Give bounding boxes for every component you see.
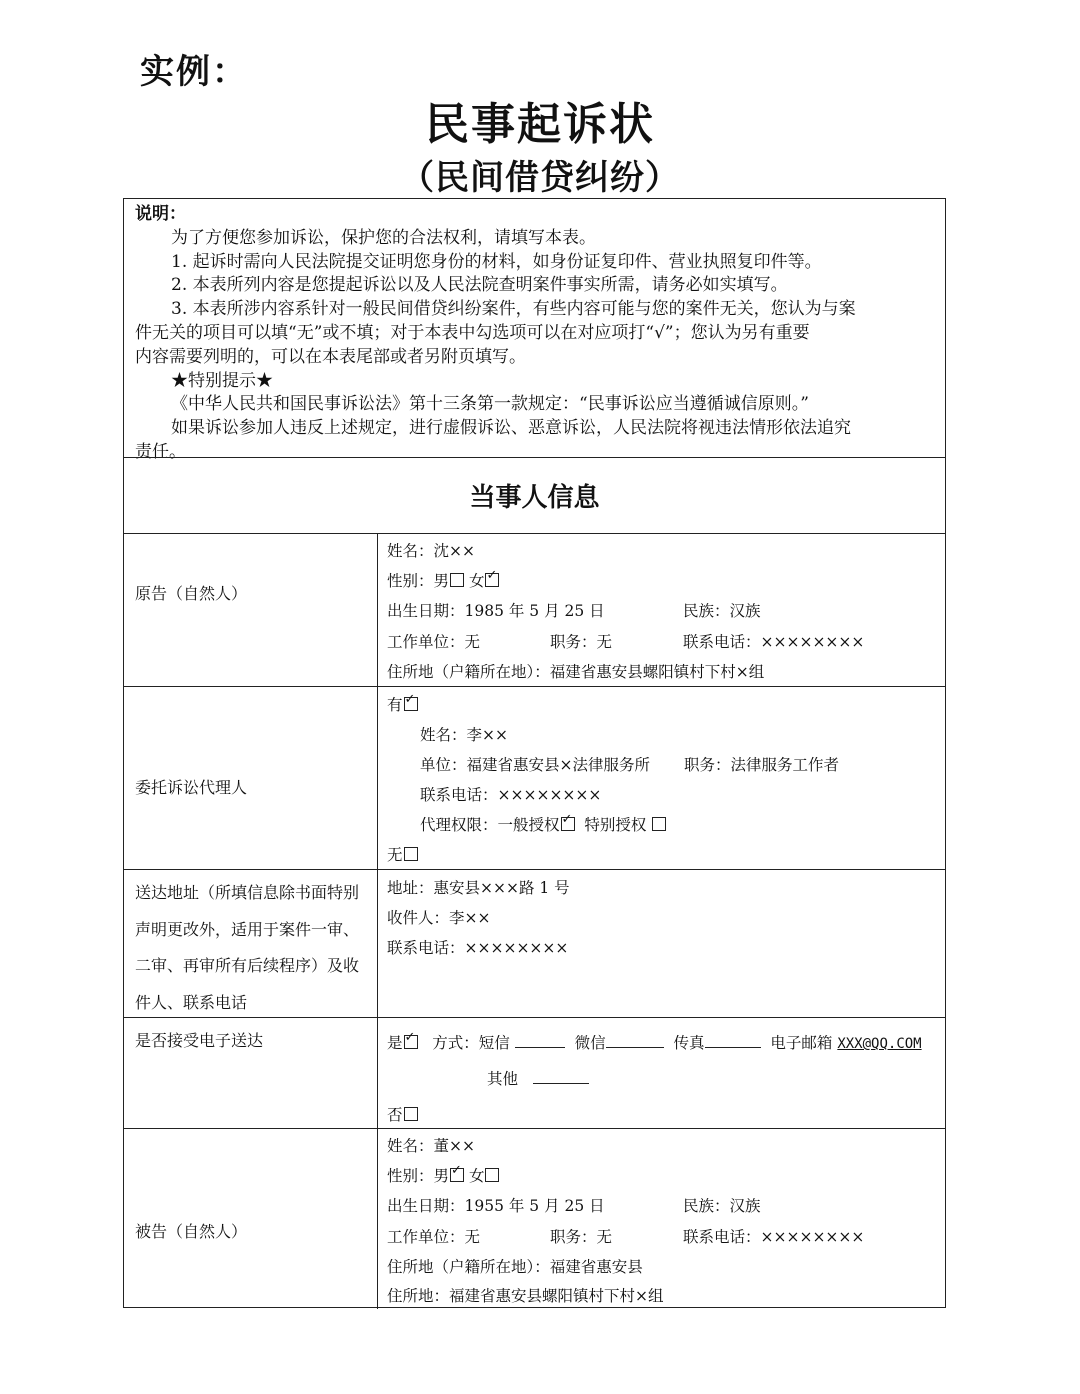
instructions-header: 说明： bbox=[135, 204, 186, 224]
defendant-employer: 工作单位：无 bbox=[387, 1228, 481, 1246]
wechat-blank[interactable] bbox=[606, 1033, 664, 1048]
service-address-info bbox=[387, 869, 937, 1017]
male-checkbox[interactable] bbox=[450, 573, 464, 587]
service-address: 地址：惠安县×××路 1 号 bbox=[387, 879, 570, 897]
defendant-domicile-registered: 住所地（户籍所在地）：福建省惠安县 bbox=[387, 1258, 643, 1276]
defendant-ethnicity: 民族：汉族 bbox=[683, 1197, 761, 1215]
service-address-label bbox=[135, 875, 375, 1021]
defendant-phone: 联系电话：×××××××× bbox=[683, 1228, 865, 1246]
defendant-label: 被告（自然人） bbox=[135, 1222, 248, 1241]
instruction-line: 1. 起诉时需向人民法院提交证明您身份的材料，如身份证复印件、营业执照复印件等。 bbox=[171, 251, 822, 272]
electronic-yes-label: 是 bbox=[387, 1034, 403, 1052]
email-value: XXX@QQ.COM bbox=[837, 1036, 922, 1052]
document-title: 民事起诉状 bbox=[425, 99, 655, 150]
label-line: 声明更改外，适用于案件一审、 bbox=[135, 919, 360, 939]
service-recipient: 收件人：李×× bbox=[387, 909, 491, 927]
divider bbox=[124, 457, 945, 458]
method-sms-label: 方式：短信 bbox=[432, 1034, 510, 1052]
instructions-block bbox=[135, 203, 941, 465]
special-authority-label: 特别授权 bbox=[584, 816, 647, 834]
electronic-no-checkbox[interactable] bbox=[404, 1107, 418, 1121]
other-label: 其他 bbox=[487, 1070, 519, 1088]
defendant-info bbox=[387, 1128, 937, 1309]
other-blank[interactable] bbox=[533, 1069, 589, 1084]
instruction-line: 2. 本表所列内容是您提起诉讼以及人民法院查明案件事实所需，请务必如实填写。 bbox=[171, 275, 788, 296]
agent-label: 委托诉讼代理人 bbox=[135, 778, 248, 797]
electronic-service-info bbox=[387, 1017, 937, 1128]
agent-no-label: 无 bbox=[387, 846, 403, 864]
agent-no-checkbox[interactable] bbox=[404, 847, 418, 861]
fax-label: 传真 bbox=[673, 1034, 705, 1052]
label-line: 送达地址（所填信息除书面特别 bbox=[135, 883, 360, 902]
wechat-label: 微信 bbox=[574, 1034, 606, 1052]
defendant-birth: 出生日期：1955 年 5 月 25 日 bbox=[387, 1197, 605, 1215]
electronic-yes-row bbox=[387, 1031, 922, 1053]
example-label: 实例： bbox=[140, 52, 248, 92]
agent-yes-checkbox-checked[interactable] bbox=[404, 697, 418, 711]
agent-authority bbox=[420, 813, 666, 835]
agent-phone: 联系电话：×××××××× bbox=[420, 786, 602, 804]
instruction-line: 如果诉讼参加人违反上述规定，进行虚假诉讼、恶意诉讼，人民法院将视违法情形依法追究 bbox=[171, 418, 851, 439]
plaintiff-phone: 联系电话：×××××××× bbox=[683, 633, 865, 651]
column-divider bbox=[377, 533, 378, 1309]
female-checkbox-checked[interactable] bbox=[485, 573, 499, 587]
service-phone: 联系电话：×××××××× bbox=[387, 939, 569, 957]
instruction-line: 为了方便您参加诉讼，保护您的合法权利，请填写本表。 bbox=[171, 227, 596, 248]
plaintiff-birth: 出生日期：1985 年 5 月 25 日 bbox=[387, 602, 605, 620]
male-option: 男 bbox=[433, 572, 450, 590]
defendant-name: 姓名：董×× bbox=[387, 1137, 475, 1155]
authority-label: 代理权限： bbox=[420, 816, 498, 834]
special-authority-checkbox[interactable] bbox=[652, 817, 666, 831]
plaintiff-domicile: 住所地（户籍所在地）：福建省惠安县螺阳镇村下村×组 bbox=[387, 663, 765, 681]
general-authority-label: 一般授权 bbox=[497, 816, 560, 834]
instruction-line: 内容需要列明的，可以在本表尾部或者另附页填写。 bbox=[135, 346, 526, 367]
gender-label: 性别： bbox=[387, 1167, 434, 1185]
plaintiff-gender bbox=[387, 569, 499, 591]
agent-position: 职务：法律服务工作者 bbox=[684, 756, 840, 774]
gender-label: 性别： bbox=[387, 572, 434, 590]
section-title: 当事人信息 bbox=[469, 483, 600, 513]
agent-name: 姓名：李×× bbox=[420, 726, 508, 744]
instruction-line: 《中华人民共和国民事诉讼法》第十三条第一款规定：“民事诉讼应当遵循诚信原则。” bbox=[171, 394, 809, 415]
plaintiff-position: 职务：无 bbox=[550, 633, 613, 651]
plaintiff-name: 姓名：沈×× bbox=[387, 542, 475, 560]
document-subtitle: （民间借贷纠纷） bbox=[400, 158, 680, 198]
instruction-line: 责任。 bbox=[135, 441, 186, 462]
female-option: 女 bbox=[468, 572, 485, 590]
plaintiff-ethnicity: 民族：汉族 bbox=[683, 602, 761, 620]
plaintiff-employer: 工作单位：无 bbox=[387, 633, 481, 651]
instruction-line: 件无关的项目可以填“无”或不填；对于本表中勾选项可以在对应项打“√”；您认为另有重要 bbox=[135, 322, 810, 343]
electronic-yes-checkbox-checked[interactable] bbox=[404, 1035, 418, 1049]
electronic-service-label: 是否接受电子送达 bbox=[135, 1031, 264, 1050]
label-line: 二审、再审所有后续程序）及收 bbox=[135, 956, 360, 975]
agent-no bbox=[387, 843, 418, 865]
label-line: 件人、联系电话 bbox=[135, 992, 248, 1012]
sms-blank[interactable] bbox=[515, 1033, 565, 1048]
electronic-no-row bbox=[387, 1103, 418, 1125]
defendant-gender bbox=[387, 1164, 499, 1186]
complaint-form bbox=[123, 198, 946, 1308]
defendant-domicile: 住所地：福建省惠安县螺阳镇村下村×组 bbox=[387, 1287, 664, 1305]
fax-blank[interactable] bbox=[705, 1033, 761, 1048]
female-checkbox[interactable] bbox=[485, 1168, 499, 1182]
male-checkbox-checked[interactable] bbox=[450, 1168, 464, 1182]
female-option: 女 bbox=[468, 1167, 485, 1185]
agent-info bbox=[387, 686, 937, 869]
plaintiff-label: 原告（自然人） bbox=[135, 584, 248, 603]
defendant-position: 职务：无 bbox=[550, 1228, 613, 1246]
male-option: 男 bbox=[433, 1167, 450, 1185]
email-label: 电子邮箱 bbox=[770, 1034, 833, 1052]
electronic-other-row bbox=[487, 1067, 589, 1089]
instruction-line: 3. 本表所涉内容系针对一般民间借贷纠纷案件，有些内容可能与您的案件无关，您认为与案 bbox=[171, 299, 856, 320]
plaintiff-info bbox=[387, 533, 937, 686]
agent-unit: 单位：福建省惠安县×法律服务所 bbox=[420, 756, 650, 774]
general-authority-checkbox-checked[interactable] bbox=[561, 817, 575, 831]
electronic-no-label: 否 bbox=[387, 1106, 403, 1124]
special-notice-heading: ★特别提示★ bbox=[171, 370, 273, 391]
agent-yes-label: 有 bbox=[387, 696, 403, 714]
agent-yes bbox=[387, 693, 418, 715]
